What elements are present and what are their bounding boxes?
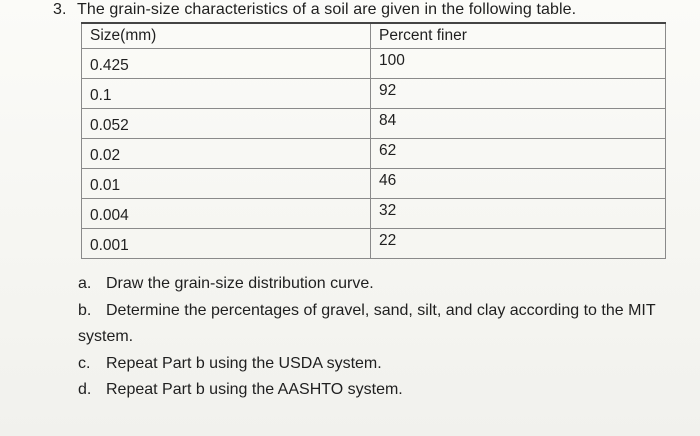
part-c [78,351,656,378]
size-cell: 0.052 [82,109,371,139]
table-row [82,169,666,199]
part-b [78,298,656,325]
percent-finer-cell: 32 [371,199,666,229]
size-cell: 0.001 [82,229,371,259]
part-letter: a. [78,275,92,292]
table-header-row [82,23,666,49]
part-d [78,377,656,404]
size-cell: 0.425 [82,49,371,79]
question-number: 3. [53,1,67,18]
part-text: Repeat Part b using the AASHTO system. [106,381,403,398]
table-row [82,79,666,109]
part-text: Repeat Part b using the USDA system. [106,354,382,372]
percent-finer-cell: 46 [371,169,666,199]
percent-finer-cell: 92 [371,79,666,109]
part-text: Draw the grain-size distribution curve. [106,275,374,292]
size-cell: 0.01 [82,169,371,199]
part-a [78,271,656,298]
table-row [82,199,666,229]
table-row [82,139,666,169]
size-column-header: Size(mm) [82,23,371,49]
size-cell: 0.004 [82,199,371,229]
percent-finer-column-header: Percent finer [371,23,666,49]
part-b-continuation: system. [78,328,134,345]
percent-finer-cell: 22 [371,229,666,259]
size-cell: 0.1 [82,79,371,109]
percent-finer-cell: 62 [371,139,666,169]
part-letter: b. [78,301,92,319]
table-row [82,49,666,79]
table-row [82,229,666,259]
table-row [82,109,666,139]
question-parts-list [78,271,656,404]
grain-size-table [81,22,666,259]
size-cell: 0.02 [82,139,371,169]
part-letter: c. [78,354,91,372]
question-heading [53,1,576,19]
percent-finer-cell: 100 [371,49,666,79]
part-letter: d. [78,381,92,398]
part-text: Determine the percentages of gravel, sand, silt, and clay according to the MIT [106,301,656,319]
question-text: The grain-size characteristics of a soil are given in the following table. [77,1,577,18]
percent-finer-cell: 84 [371,109,666,139]
